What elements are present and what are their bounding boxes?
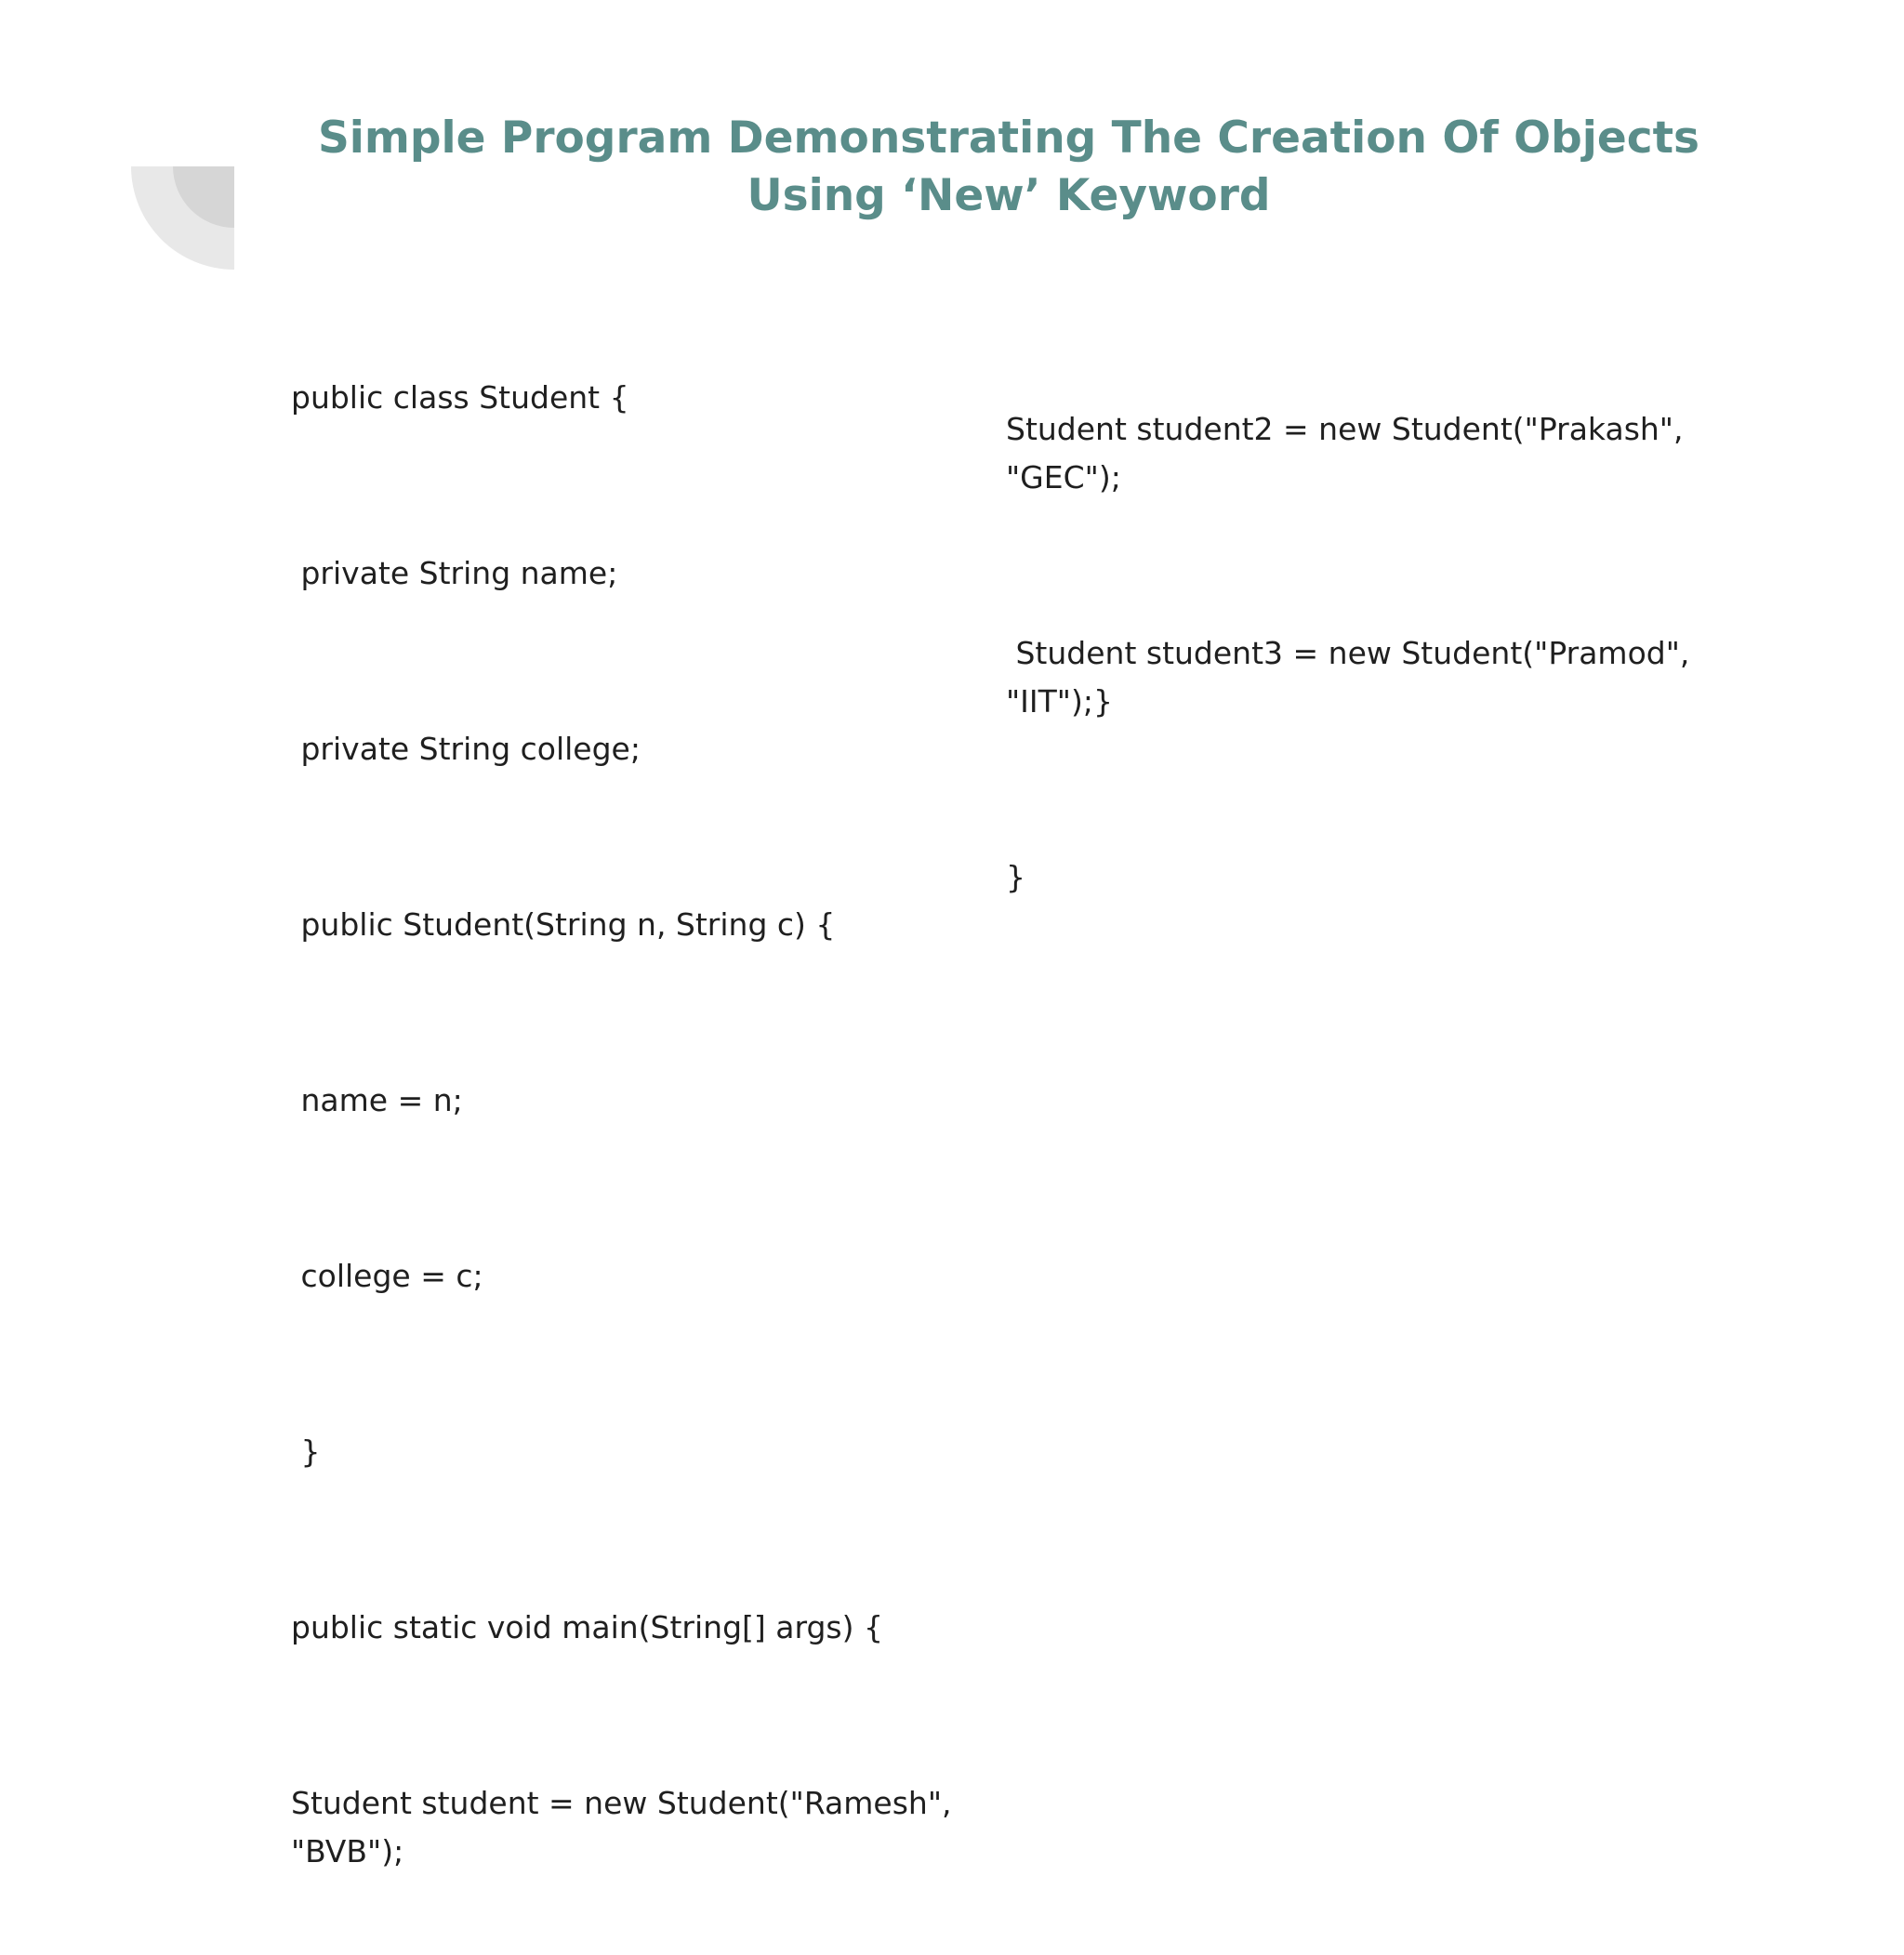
code-line: Student student2 = new Student("Prakash", "GEC"); bbox=[1006, 411, 1684, 495]
code-line: public class Student { bbox=[291, 379, 629, 416]
slide-title-line-2: Using ‘New’ Keyword bbox=[747, 170, 1271, 221]
slide-title-line-1: Simple Program Demonstrating The Creation Of Objects bbox=[317, 112, 1700, 164]
code-line: name = n; bbox=[291, 1082, 463, 1118]
slide-title bbox=[279, 110, 1739, 225]
code-line: Student student = new Student("Ramesh", "BVB"); bbox=[291, 1785, 952, 1869]
corner-decoration bbox=[131, 166, 234, 270]
code-line: public static void main(String[] args) { bbox=[291, 1609, 883, 1645]
code-column-left bbox=[291, 277, 951, 1955]
code-line: Student student3 = new Student("Pramod", "IIT");} bbox=[1006, 635, 1690, 720]
code-line: public Student(String n, String c) { bbox=[291, 906, 836, 943]
code-line: } bbox=[1006, 859, 1025, 895]
code-line: } bbox=[291, 1433, 321, 1470]
code-line: college = c; bbox=[291, 1258, 483, 1294]
code-line: private String college; bbox=[291, 731, 641, 767]
code-column-right bbox=[1006, 309, 1689, 981]
code-line: private String name; bbox=[291, 555, 618, 591]
